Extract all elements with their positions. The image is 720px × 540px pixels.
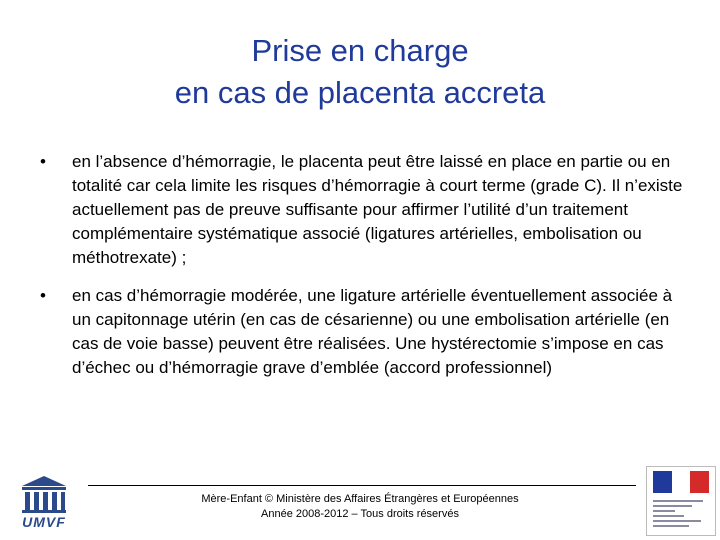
slide-title	[60, 30, 660, 114]
footer	[160, 492, 560, 522]
title-line-2: en cas de placenta accreta	[174, 75, 546, 110]
bullet-list	[40, 150, 690, 394]
title-line-1: Prise en charge	[251, 33, 469, 68]
footer-line-2: Année 2008-2012 – Tous droits réservés	[261, 508, 459, 520]
ministry-logo-icon	[646, 466, 716, 536]
bullet-text: en l’absence d’hémorragie, le placenta peut être laissé en place en partie ou en totalité car cela limite les risques d’hémorragie à court terme (grade C). Il n’existe actuellement pas de preuve suffisante pour affirmer l’utilité d’un traitement complémentaire systématique associé (ligatures artérielles, embolisation ou méthotrexate) ;	[72, 152, 683, 267]
french-flag-icon	[653, 471, 709, 493]
bullet-text: en cas d’hémorragie modérée, une ligature artérielle éventuellement associée à un capitonnage utérin (en cas de césarienne) ou une embolisation artérielle (en cas de voie basse) peuvent être réalisées. Une hystérectomie s’impose en cas d’échec ou d’hémorragie grave d’emblée (accord professionnel)	[72, 286, 673, 377]
footer-line-1: Mère-Enfant © Ministère des Affaires Étrangères et Européennes	[201, 493, 519, 505]
bullet-item	[40, 284, 690, 380]
bullet-marker: •	[40, 286, 46, 305]
bullet-marker: •	[40, 152, 46, 171]
bullet-item	[40, 150, 690, 270]
umvf-logo-label: UMVF	[22, 514, 66, 530]
ministry-logo-lettering	[653, 497, 709, 530]
footer-divider	[88, 485, 636, 486]
